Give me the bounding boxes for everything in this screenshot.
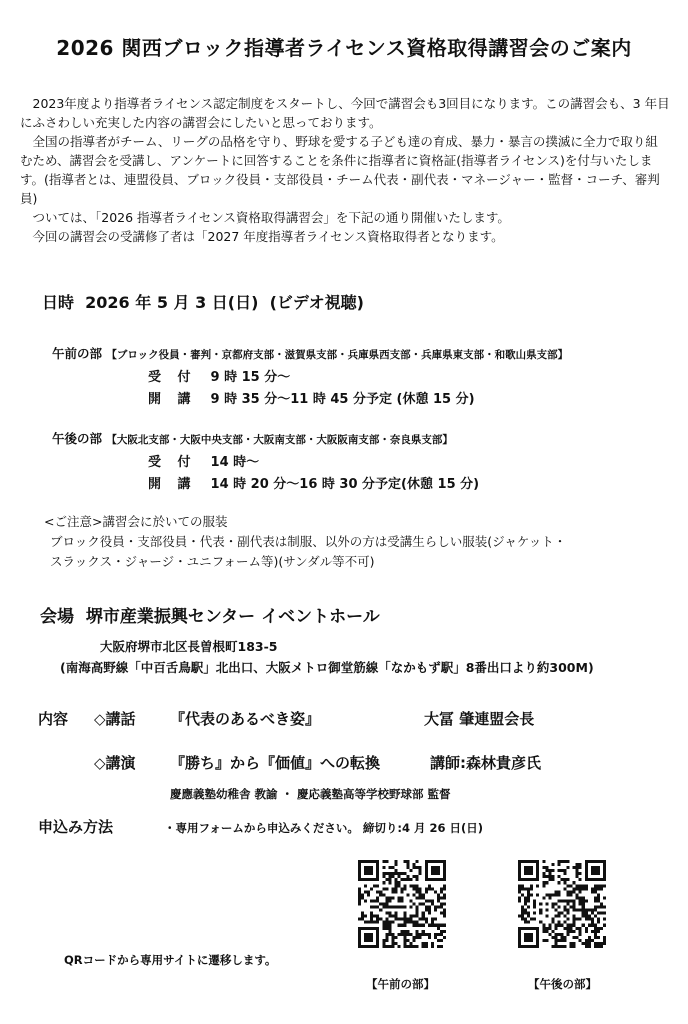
lecture-time: 9 時 35 分～11 時 45 分予定 (休憩 15 分) xyxy=(210,392,475,407)
lecture-time: 14 時 20 分～16 時 30 分予定(休憩 15 分) xyxy=(210,477,480,492)
date-label: 日時 xyxy=(42,293,75,312)
qr-code-afternoon[interactable] xyxy=(518,860,606,948)
dress-line: ブロック役員・支部役員・代表・副代表は制服、以外の方は受講生らしい服装(ジャケット・ xyxy=(50,534,567,549)
afternoon-lecture xyxy=(148,473,479,492)
venue-name: 堺市産業振興センター イベントホール xyxy=(85,607,380,627)
qr-note: QRコードから専用サイトに遷移します。 xyxy=(64,953,277,967)
apply-label: 申込み方法 xyxy=(38,818,114,836)
reception-time: 9 時 15 分～ xyxy=(210,370,291,385)
qr-code-graphic xyxy=(518,860,606,948)
reception-time: 14 時～ xyxy=(210,455,260,470)
content-item-speaker: 大冨 肇連盟会長 xyxy=(424,710,535,728)
content-item-kind: ◇講話 xyxy=(94,710,136,728)
date-line xyxy=(42,290,364,313)
date-note: (ビデオ視聴) xyxy=(269,293,364,312)
apply-text: ・専用フォームから申込みください。 締切り:4 月 26 日(日) xyxy=(164,821,484,835)
afternoon-session-name: 午後の部 xyxy=(52,431,103,446)
speaker-affiliation: 慶應義塾幼稚舎 教諭 ・ 慶応義塾高等学校野球部 監督 xyxy=(170,787,451,801)
afternoon-reception xyxy=(148,451,259,470)
venue-label: 会場 xyxy=(40,607,74,627)
dress-line: スラックス・ジャージ・ユニフォーム等)(サンダル等不可) xyxy=(50,554,375,569)
intro-paragraph: ついては、「2026 指導者ライセンス資格取得講習会」を下記の通り開催いたします。 xyxy=(20,210,510,225)
lecture-label: 開 講 xyxy=(148,392,197,407)
content-item-title: 『代表のあるべき姿』 xyxy=(170,710,321,728)
morning-reception xyxy=(148,366,290,385)
content-item-speaker: 講師:森林貴彦氏 xyxy=(430,754,541,772)
venue-heading xyxy=(40,602,380,627)
venue-address: 大阪府堺市北区長曽根町183-5 xyxy=(100,639,278,654)
morning-lecture xyxy=(148,388,475,407)
content-label: 内容 xyxy=(38,710,69,728)
content-item-kind: ◇講演 xyxy=(94,754,136,772)
intro-paragraph: 2023年度より指導者ライセンス認定制度をスタートし、今回で講習会も3回目になります。この講習会も、3 年目にふさわしい充実した内容の講習会にしたいと思っております。 xyxy=(20,96,670,130)
page-title: 2026 関西ブロック指導者ライセンス資格取得講習会のご案内 xyxy=(56,36,632,60)
qr-label-afternoon: 【午後の部】 xyxy=(528,977,597,991)
intro-paragraph: 今回の講習会の受講修了者は「2027 年度指導者ライセンス資格取得者となります。 xyxy=(20,229,504,244)
afternoon-session-header xyxy=(52,429,453,447)
date-value: 2026 年 5 月 3 日(日) xyxy=(85,293,259,312)
venue-access: (南海高野線「中百舌鳥駅」北出口、大阪メトロ御堂筋線「なかもず駅」8番出口より約300M) xyxy=(60,660,594,675)
qr-code-graphic xyxy=(358,860,446,948)
intro-text xyxy=(20,94,670,246)
reception-label: 受 付 xyxy=(148,370,197,385)
content-item-title: 『勝ち』から『価値』への転換 xyxy=(170,754,381,772)
morning-session-name: 午前の部 xyxy=(52,346,103,361)
morning-session-header xyxy=(52,344,568,362)
intro-paragraph: 全国の指導者がチーム、リーグの品格を守り、野球を愛する子ども達の育成、暴力・暴言の撲滅に全力で取り組むため、講習会を受講し、アンケートに回答することを条件に指導者に資格証(指導者ライセンス)を付与いたします。(指導者とは、連盟役員、ブロック役員・支部役員・チーム代表・副代表・マネージャー・監督・コーチ、審判員) xyxy=(20,134,660,206)
dress-heading: <ご注意>講習会に於いての服装 xyxy=(44,514,228,529)
afternoon-branches: 【大阪北支部・大阪中央支部・大阪南支部・大阪阪南支部・奈良県支部】 xyxy=(106,434,453,446)
lecture-label: 開 講 xyxy=(148,477,197,492)
qr-label-morning: 【午前の部】 xyxy=(366,977,435,991)
morning-branches: 【ブロック役員・審判・京都府支部・滋賀県支部・兵庫県西支部・兵庫県東支部・和歌山県支部】 xyxy=(106,349,569,361)
qr-code-morning[interactable] xyxy=(358,860,446,948)
reception-label: 受 付 xyxy=(148,455,197,470)
